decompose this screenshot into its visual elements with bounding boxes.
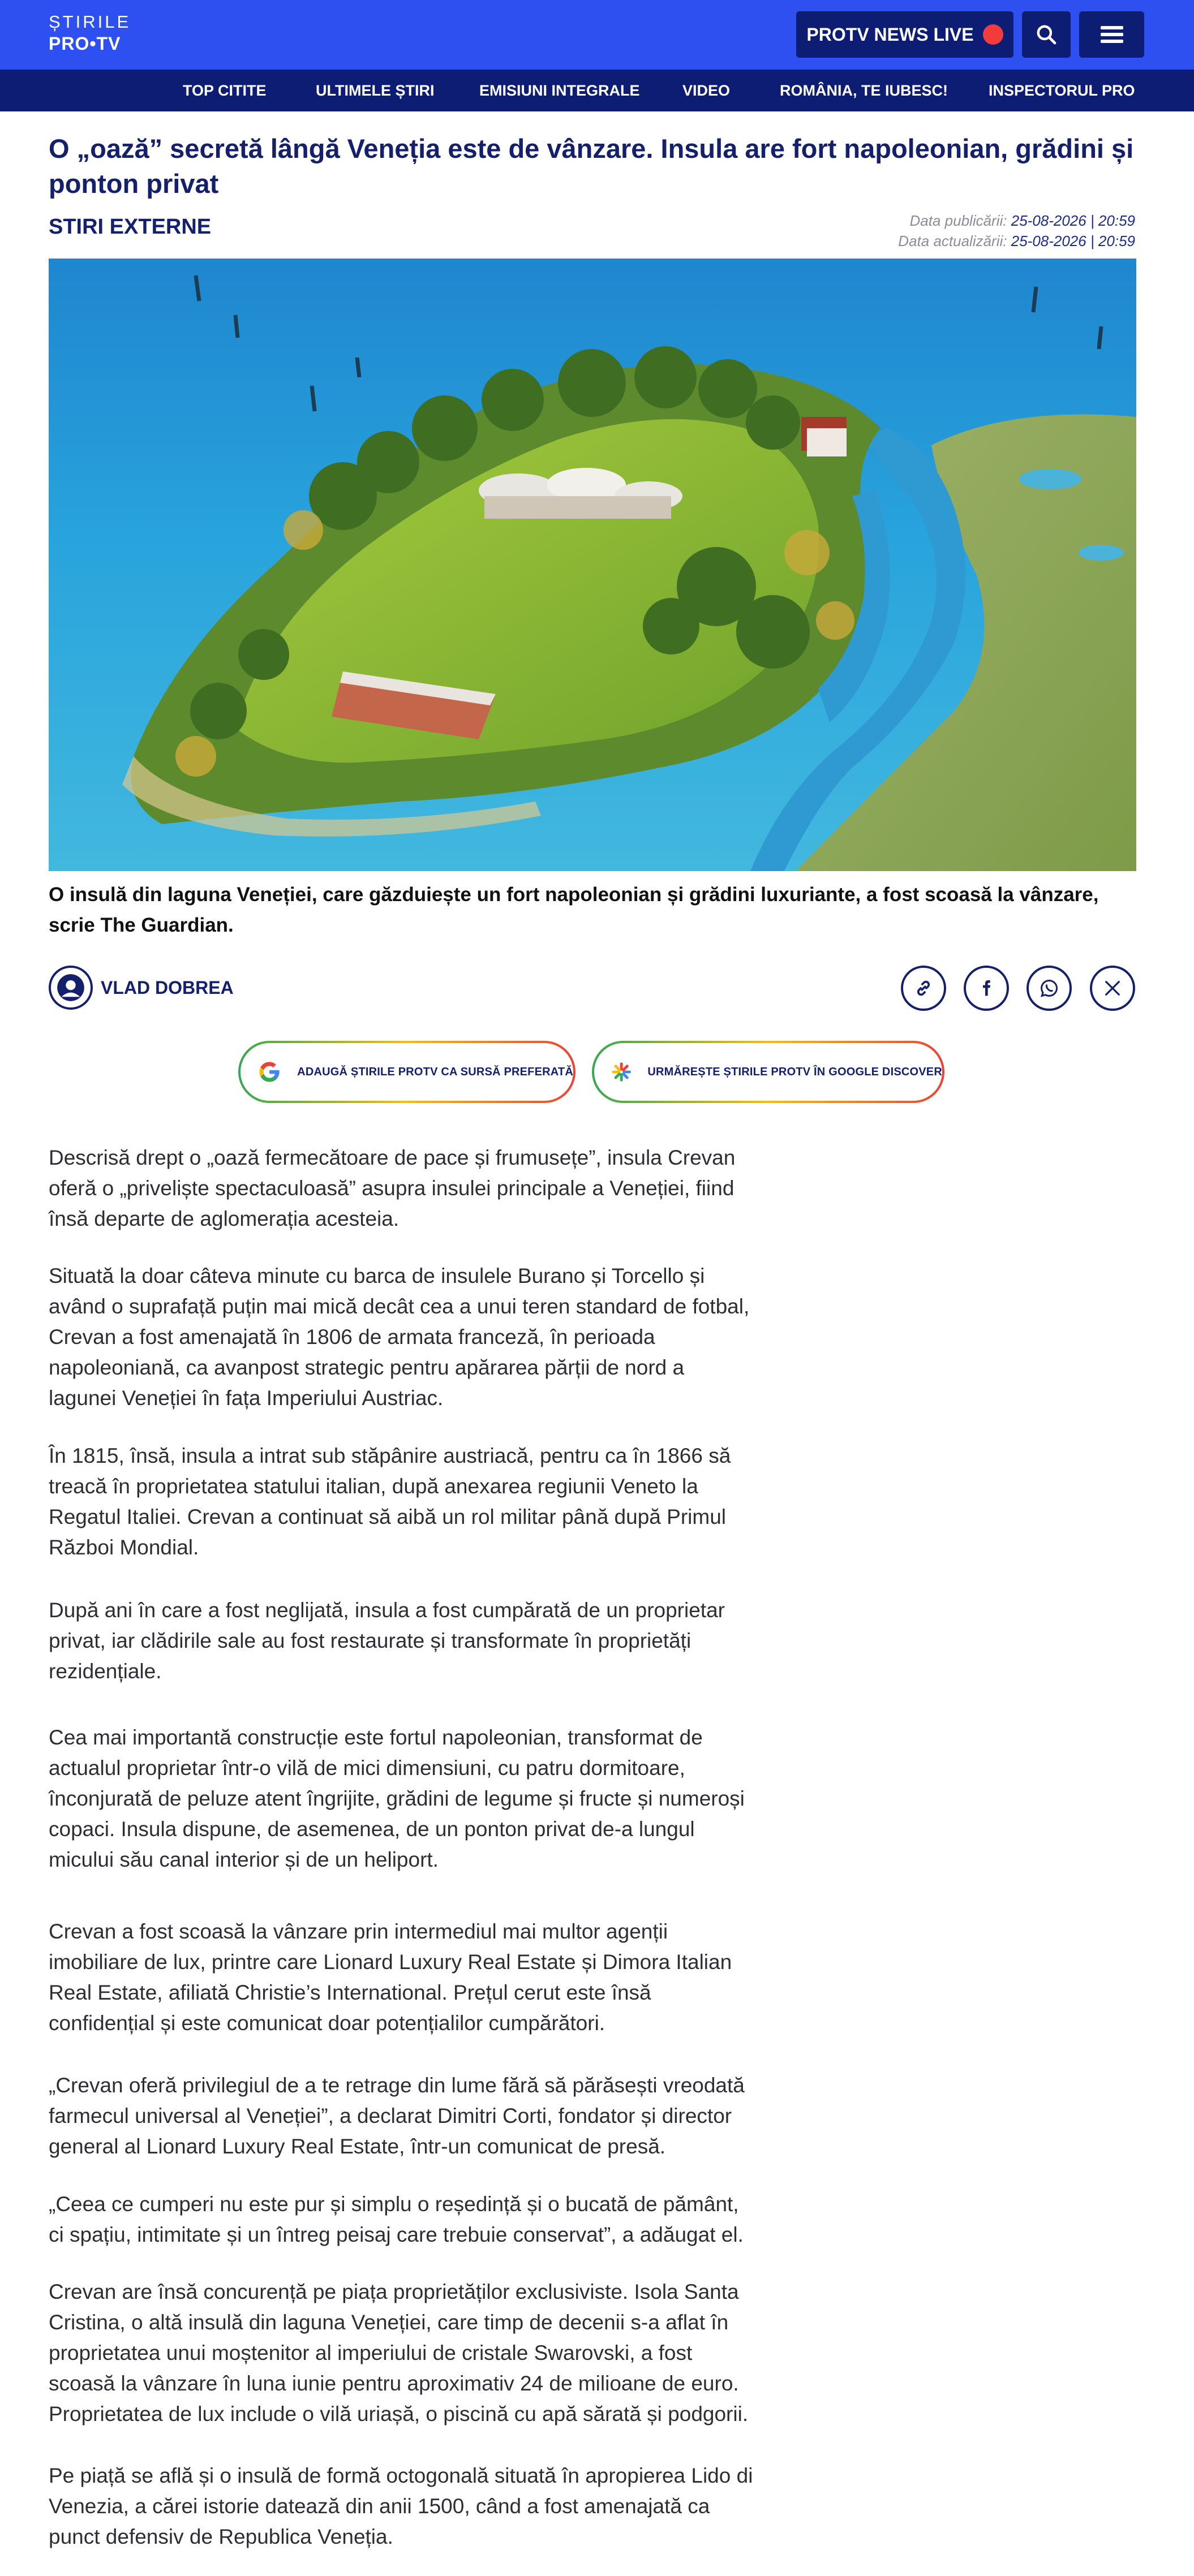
article-hero-image	[49, 259, 1136, 871]
google-discover-button[interactable]	[592, 1041, 944, 1103]
google-discover-icon	[611, 1056, 632, 1088]
hamburger-icon	[1101, 23, 1123, 46]
x-icon	[1104, 980, 1121, 997]
article-paragraph: Crevan a fost scoasă la vânzare prin intermediul mai multor agenții imobiliare de lux, printre care Lionard Luxury Real Estate și Dimora Italian Real Estate, afiliată Christie’s International. Prețul cerut este însă confidențial și este comunicat doar potențialilor cumpărători.	[49, 1920, 732, 2035]
article-paragraph: În 1815, însă, insula a intrat sub stăpânire austriacă, pentru ca în 1866 să treacă în proprietatea statului italian, după anexarea regiunii Veneto la Regatul Italiei. Crevan a continuat să aibă un rol militar până după Primul Război Mondial.	[49, 1444, 731, 1559]
article-paragraph: După ani în care a fost neglijată, insula a fost cumpărată de un proprietar privat, iar clădirile sale au fost restaurate și transformate în proprietăți rezidențiale.	[49, 1599, 725, 1683]
google-source-label: ADAUGĂ ȘTIRILE PROTV CA SURSĂ PREFERATĂ	[297, 1065, 573, 1078]
avatar	[49, 966, 93, 1010]
search-button[interactable]	[1022, 11, 1071, 58]
article-paragraph: Cea mai importantă construcție este fortul napoleonian, transformat de actualul proprietar într-o vilă de mici dimensiuni, cu patru dormitoare, înconjurată de peluze atent îngrijite, grădini de legume și fructe și numeroși copaci. Insula dispune, de asemenea, de un ponton privat de-a lungul micului său canal interior și de un heliport.	[49, 1726, 745, 1871]
logo-bottom-text: PRO•TV	[49, 33, 121, 54]
nav-item-video[interactable]: VIDEO	[682, 82, 731, 99]
article-paragraph: Crevan are însă concurență pe piața proprietăților exclusiviste. Isola Santa Cristina, o altă insulă din laguna Veneției, care timp de decenii s-a aflat în proprietatea unui moștenitor al imperiului de cristale Swarovski, a fost scoasă la vânzare în luna iunie pentru aproximativ 24 de milioane de euro. Proprietatea de lux include o vilă uriașă, o piscină cu apă sărată și podgorii.	[49, 2280, 749, 2426]
menu-button[interactable]	[1079, 11, 1144, 58]
updated-label: Data actualizării:	[898, 232, 1007, 249]
article-dates	[898, 210, 1135, 251]
google-icon	[257, 1056, 281, 1088]
article-category[interactable]: STIRI EXTERNE	[49, 215, 212, 239]
nav-item-romania-te-iubesc[interactable]: ROMÂNIA, TE IUBESC!	[780, 82, 948, 99]
nav-item-inspectorul-pro[interactable]: INSPECTORUL PRO	[989, 82, 1135, 99]
live-dot-icon	[983, 24, 1003, 45]
article-paragraph: Descrisă drept o „oază fermecătoare de pace și frumusețe”, insula Crevan oferă o „priveliște spectaculoasă” asupra insulei principale a Veneției, fiind însă departe de aglomerația acesteia.	[49, 1146, 736, 1230]
published-date	[898, 210, 1135, 231]
article-paragraph: Situată la doar câteva minute cu barca de insulele Burano și Torcello și având o suprafață puțin mai mică decât cea a unui teren standard de fotbal, Crevan a fost amenajată în 1806 de armata franceză, în perioada napoleoniană, ca avanpost strategic pentru apărarea părții de nord a lagunei Veneției în fața Imperiului Austriac.	[49, 1264, 750, 1410]
main-nav	[0, 70, 1194, 111]
updated-date	[898, 231, 1135, 251]
nav-item-ultimele-stiri[interactable]: ULTIMELE ȘTIRI	[316, 82, 435, 99]
author-block[interactable]	[49, 966, 234, 1010]
article-paragraph: „Crevan oferă privilegiul de a te retrage din lume fără să părăsești vreodată farmecul universal al Veneției”, a declarat Dimitri Corti, fondator și director general al Lionard Luxury Real Estate, într-un comunicat de presă.	[49, 2074, 745, 2158]
search-icon	[1036, 24, 1057, 45]
article-paragraph: Pe piață se află și o insulă de formă octogonală situată în apropierea Lido di Venezia, a cărei istorie datează din anii 1500, când a fost amenajată ca punct defensiv de Republica Veneția.	[49, 2464, 753, 2548]
whatsapp-icon	[1039, 978, 1059, 998]
article-title: O „oază” secretă lângă Veneția este de vânzare. Insula are fort napoleonian, grădini și ponton privat	[49, 133, 1134, 199]
share-x-button[interactable]	[1090, 966, 1135, 1011]
site-header	[0, 0, 1194, 70]
user-icon	[56, 973, 85, 1002]
facebook-icon	[977, 979, 995, 997]
share-link-button[interactable]	[901, 966, 946, 1011]
logo-top-text: ȘTIRILE	[49, 12, 131, 32]
share-facebook-button[interactable]	[964, 966, 1009, 1011]
article-paragraph: „Ceea ce cumperi nu este pur și simplu o reședință și o bucată de pământ, ci spațiu, intimitate și un întreg peisaj care trebuie conservat”, a adăugat el.	[49, 2192, 744, 2246]
site-logo[interactable]	[49, 11, 131, 57]
live-button[interactable]	[796, 11, 1013, 58]
updated-value: 25-08-2026 | 20:59	[1011, 232, 1135, 249]
google-preferred-source-button[interactable]	[238, 1041, 575, 1103]
link-icon	[914, 979, 933, 998]
google-discover-label: URMĂREȘTE ȘTIRILE PROTV ÎN GOOGLE DISCOVER	[647, 1065, 942, 1078]
published-value: 25-08-2026 | 20:59	[1011, 212, 1135, 229]
share-whatsapp-button[interactable]	[1027, 966, 1072, 1011]
hero-caption: O insulă din laguna Veneției, care găzduiește un fort napoleonian și grădini luxuriante, a fost scoasă la vânzare, scrie The Guardian.	[49, 884, 1099, 936]
live-button-label: PROTV NEWS LIVE	[806, 24, 974, 45]
nav-item-top-citite[interactable]: TOP CITITE	[183, 82, 267, 99]
published-label: Data publicării:	[909, 212, 1007, 229]
author-name: VLAD DOBREA	[101, 977, 234, 998]
nav-item-emisiuni-integrale[interactable]: EMISIUNI INTEGRALE	[479, 82, 640, 99]
